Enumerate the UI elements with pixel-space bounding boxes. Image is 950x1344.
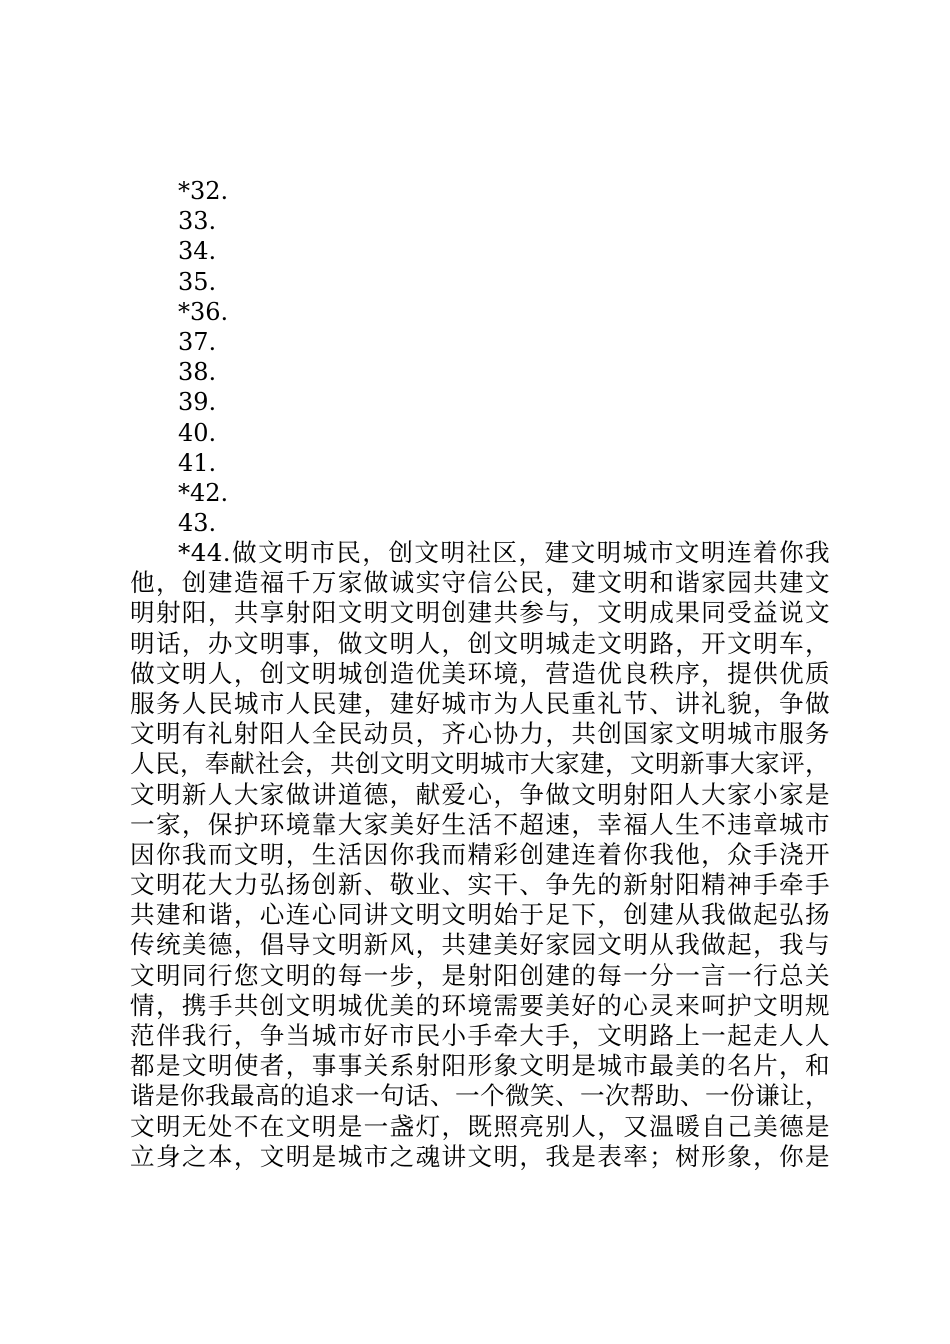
list-item: 37.	[178, 327, 217, 356]
paragraph-line: *44.做文明市民，创文明社区，建文明城市文明连着你我	[178, 538, 830, 567]
paragraph-line: 一家，保护环境靠大家美好生活不超速，幸福人生不违章城市	[130, 809, 830, 839]
list-item: 41.	[178, 448, 217, 477]
paragraph-line: 情，携手共创文明城优美的环境需要美好的心灵来呵护文明规	[130, 990, 830, 1020]
numbered-list	[178, 176, 378, 538]
paragraph-line: 人民，奉献社会，共创文明文明城市大家建，文明新事大家评，	[130, 749, 830, 779]
paragraph-line: 他，创建造福千万家做诚实守信公民，建文明和谐家园共建文	[130, 568, 830, 598]
paragraph-line: 文明有礼射阳人全民动员，齐心协力，共创国家文明城市服务	[130, 719, 830, 749]
paragraph-line: 明话，办文明事，做文明人，创文明城走文明路，开文明车，	[130, 628, 830, 658]
list-item: 33.	[178, 207, 217, 236]
paragraph-line: 文明无处不在文明是一盏灯，既照亮别人，又温暖自己美德是	[130, 1111, 830, 1141]
paragraph-line: 文明花大力弘扬创新、敬业、实干、争先的新射阳精神手牵手	[130, 870, 830, 900]
paragraph-line: 谐是你我最高的追求一句话、一个微笑、一次帮助、一份谦让，	[130, 1081, 830, 1111]
list-item: *42.	[178, 478, 229, 507]
body-paragraph	[130, 538, 830, 1172]
list-item: *32.	[178, 177, 229, 205]
list-item: 34.	[178, 237, 217, 266]
list-item: 40.	[178, 418, 217, 447]
paragraph-line: 文明新人大家做讲道德，献爱心，争做文明射阳人大家小家是	[130, 779, 830, 809]
paragraph-line: 明射阳，共享射阳文明文明创建共参与，文明成果同受益说文	[130, 598, 830, 628]
paragraph-line: 都是文明使者，事事关系射阳形象文明是城市最美的名片，和	[130, 1051, 830, 1081]
paragraph-line: 范伴我行，争当城市好市民小手牵大手，文明路上一起走人人	[130, 1021, 830, 1050]
list-item: 39.	[178, 388, 217, 417]
list-item: 38.	[178, 358, 217, 387]
list-item: 35.	[178, 267, 217, 296]
paragraph-line: 文明同行您文明的每一步，是射阳创建的每一分一言一行总关	[130, 960, 830, 990]
paragraph-line: 因你我而文明，生活因你我而精彩创建连着你我他，众手浇开	[130, 839, 830, 869]
paragraph-line: 立身之本，文明是城市之魂讲文明，我是表率；树形象，你是	[130, 1141, 830, 1171]
list-item: 43.	[178, 509, 217, 538]
paragraph-line: 服务人民城市人民建，建好城市为人民重礼节、讲礼貌，争做	[130, 688, 830, 718]
paragraph-line: 做文明人，创文明城创造优美环境，营造优良秩序，提供优质	[130, 658, 830, 688]
paragraph-line: 共建和谐，心连心同讲文明文明始于足下，创建从我做起弘扬	[130, 900, 830, 930]
list-item: *36.	[178, 297, 229, 326]
paragraph-line: 传统美德，倡导文明新风，共建美好家园文明从我做起，我与	[130, 930, 830, 960]
